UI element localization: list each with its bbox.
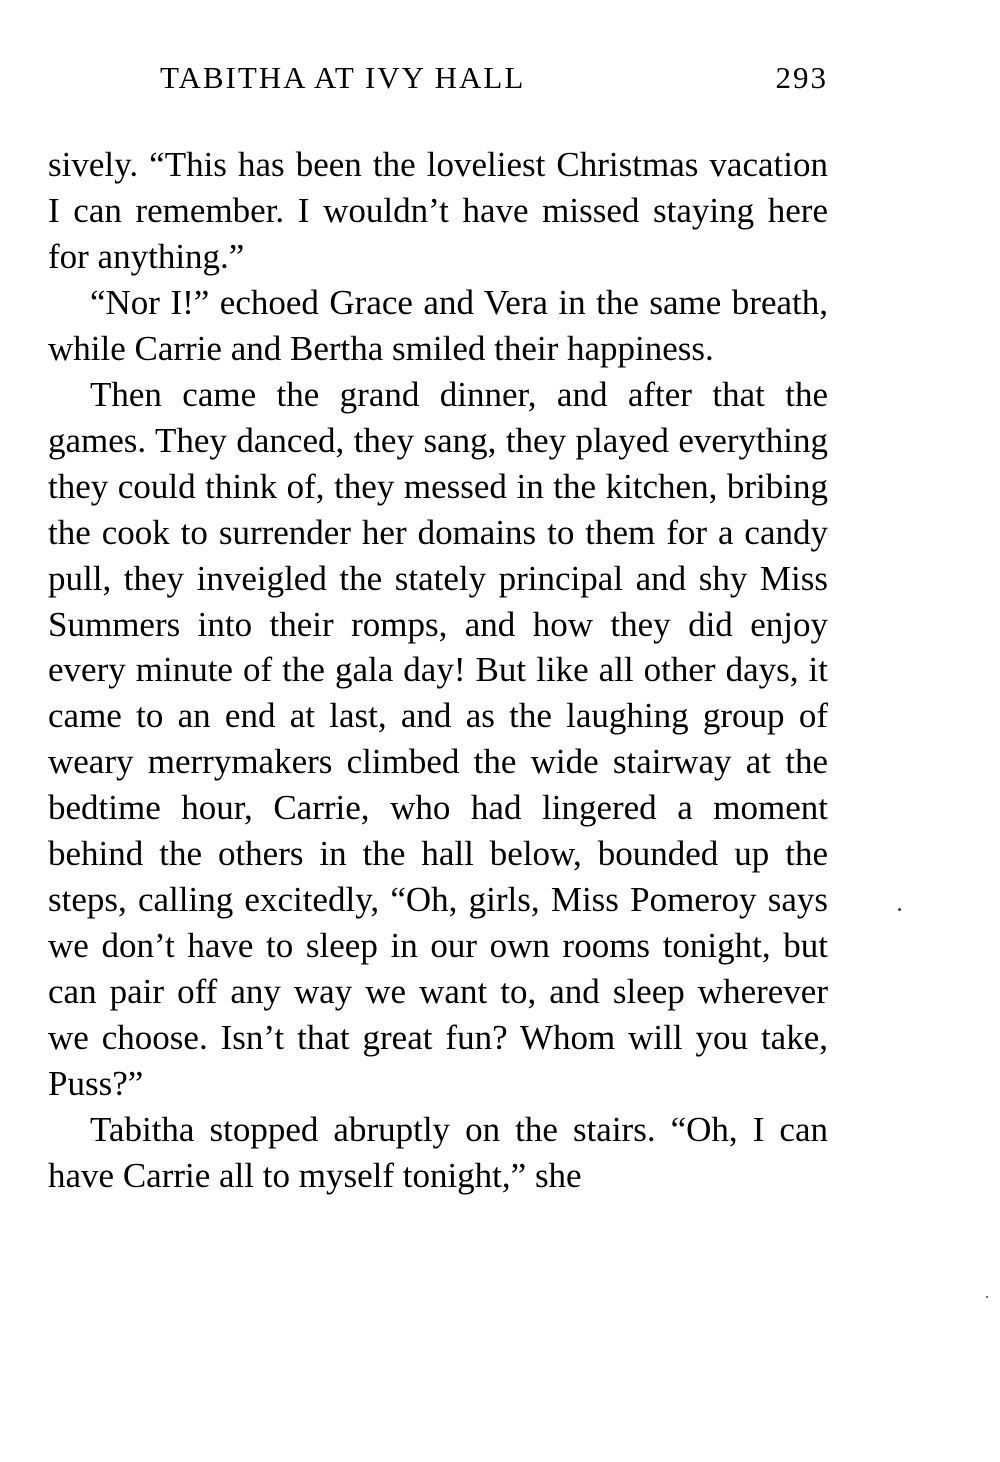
paragraph: “Nor I!” echoed Grace and Vera in the same breath, while Carrie and Bertha smiled their happiness. (48, 282, 828, 368)
scan-speck (898, 908, 901, 911)
running-title: TABITHA AT IVY HALL (160, 60, 526, 95)
scan-speck (986, 1296, 988, 1298)
body-text (48, 142, 828, 1199)
book-page (48, 50, 828, 1199)
running-head (48, 50, 828, 106)
paragraph: Tabitha stopped abruptly on the stairs. “Oh, I can have Carrie all to myself tonight,” she (48, 1110, 828, 1195)
paragraph: Then came the grand dinner, and after that the games. They danced, they sang, they played everything they could think of, they messed in the kitchen, bribing the cook to surrender her domains to them for a candy pull, they inveigled the stately principal and shy Miss Summers into their romps, and how they did enjoy every minute of the gala day! But like all other days, it came to an end at last, and as the laughing group of weary merrymakers climbed the wide stairway at the bedtime hour, Carrie, who had lingered a moment behind the others in the hall below, bounded up the steps, calling excitedly, “Oh, girls, Miss Pomeroy says we don’t have to sleep in our own rooms tonight, but can pair off any way we want to, and sleep wherever we choose. Isn’t that great fun? Whom will you take, Puss?” (48, 374, 828, 1104)
paragraph: sively. “This has been the loveliest Christmas vacation I can remember. I wouldn’t have missed staying here for anything.” (48, 145, 828, 276)
page-number: 293 (775, 60, 828, 95)
